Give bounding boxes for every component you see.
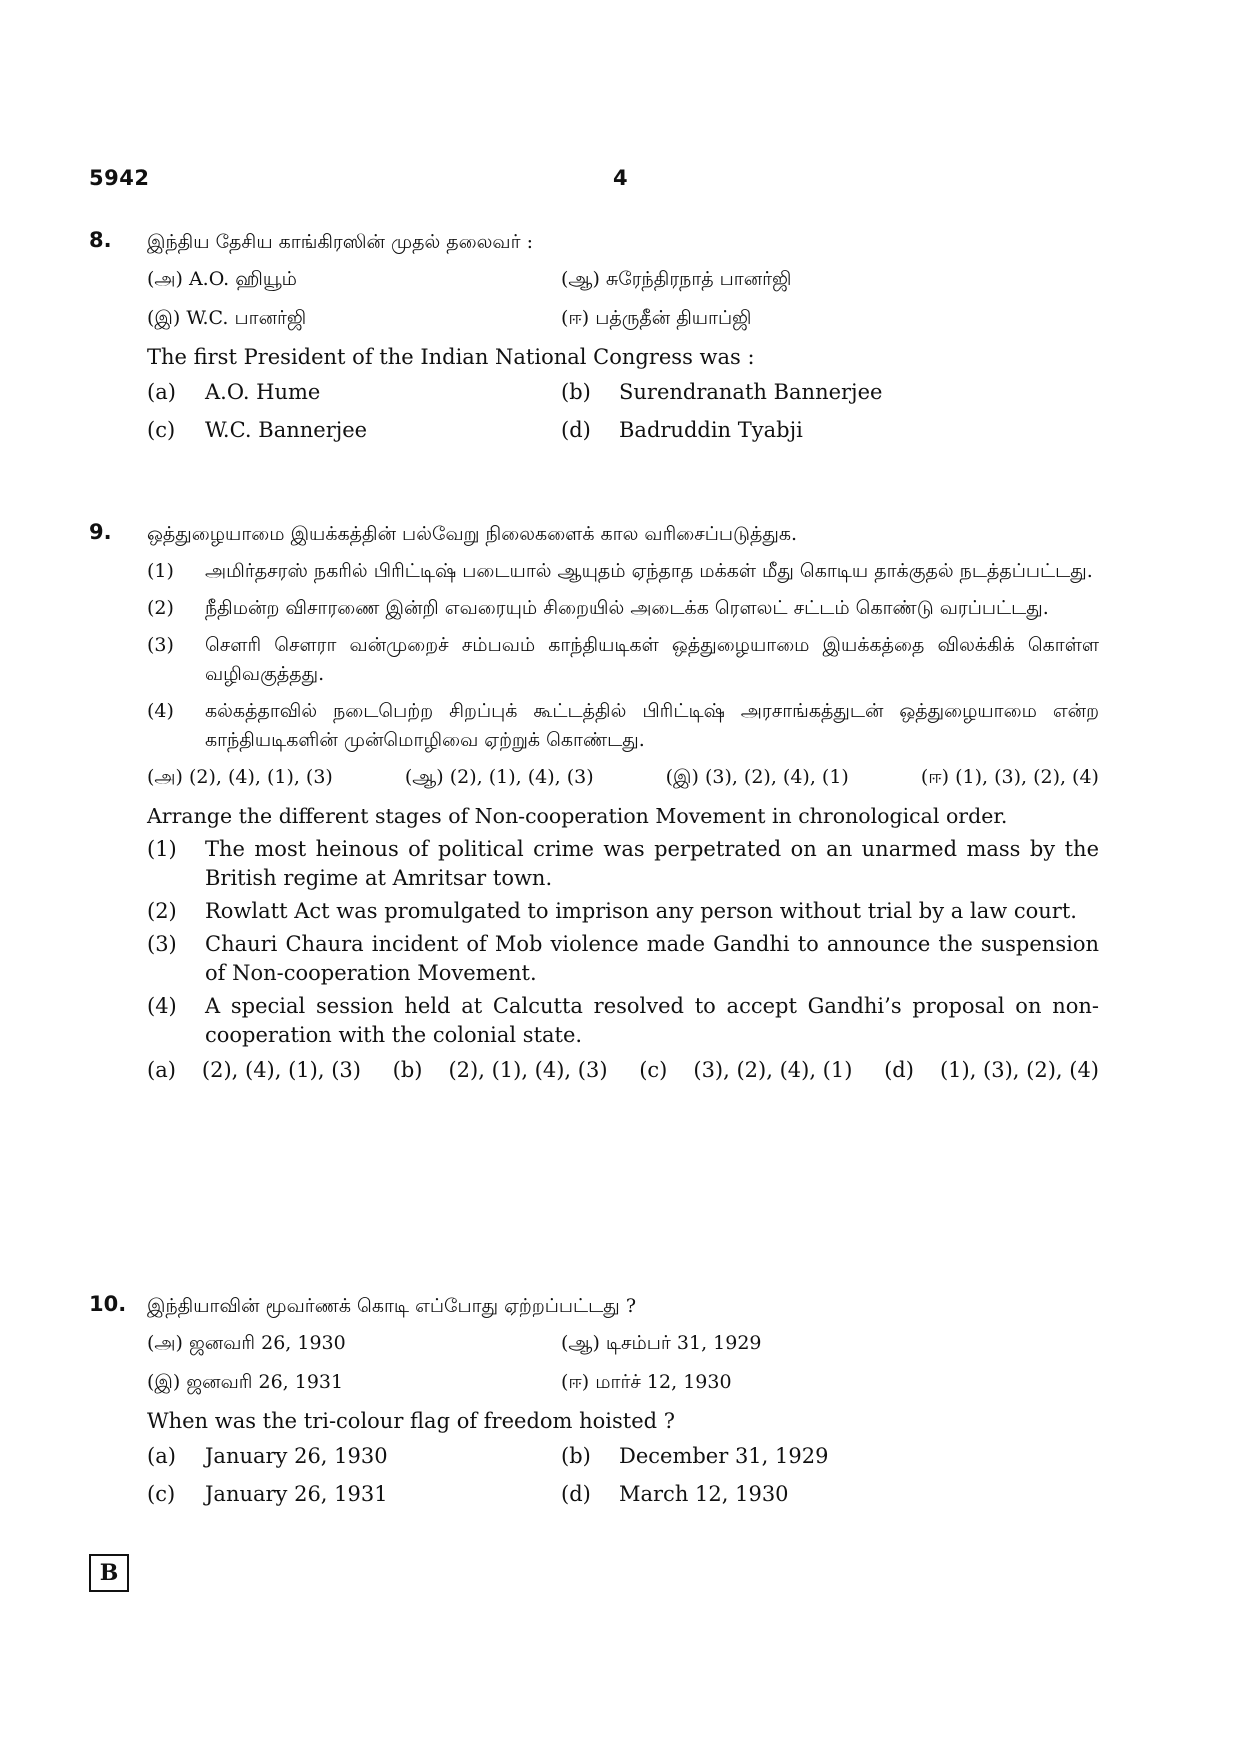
option-label: (அ) [147,268,183,290]
option-d [561,1480,961,1509]
statement-2-english [147,897,1099,926]
options-english [147,1442,1099,1509]
statement-2-tamil [147,594,1099,623]
question-text-english: The first President of the Indian National Congress was : [147,345,755,369]
option-text: மார்ச் 12, 1930 [595,1371,732,1393]
question-number: 10. [89,1292,127,1316]
options-tamil [147,1329,1099,1397]
statement-4-english [147,992,1099,1050]
option-text: Surendranath Bannerjee [619,380,883,404]
option-label: (b) [561,380,591,404]
question-text-tamil: ஒத்துழையாமை இயக்கத்தின் பல்வேறு நிலைகளைக் கால வரிசைப்படுத்துக. [147,523,798,545]
question-number: 9. [89,520,112,544]
statement-text: நீதிமன்ற விசாரணை இன்றி எவரையும் சிறையில் அடைக்க ரௌலட் சட்டம் கொண்டு வரப்பட்டது. [205,597,1049,619]
answer-choices-tamil [147,763,1099,792]
option-2 [561,265,961,294]
answer-choice [405,763,594,792]
answer-text: (2), (1), (4), (3) [448,1058,608,1082]
answer-text: (2), (1), (4), (3) [449,766,594,788]
booklet-series-box: B [89,1554,129,1592]
option-label: (ஆ) [561,1332,600,1354]
answer-choice [147,763,333,792]
statement-text: அமிர்தசரஸ் நகரில் பிரிட்டிஷ் படையால் ஆயுதம் ஏந்தாத மக்கள் மீது கொடிய தாக்குதல் நடத்தப்பட்டது. [205,560,1093,582]
option-3 [147,304,561,333]
question-number: 8. [89,228,112,252]
option-text: டிசம்பர் 31, 1929 [605,1332,762,1354]
options-tamil [147,265,1099,333]
option-label: (d) [561,1482,591,1506]
answer-label: (ஆ) [404,766,444,788]
option-text: W.C. Bannerjee [205,418,368,442]
question-text-english: Arrange the different stages of Non-cooperation Movement in chronological order. [147,804,1008,828]
option-3 [147,1368,561,1397]
statement-text: கல்கத்தாவில் நடைபெற்ற சிறப்புக் கூட்டத்தில் பிரிட்டிஷ் அரசாங்கத்துடன் ஒத்துழையாமை என்ற காந்தியடிகளின் முன்மொழிவை ஏற்றுக் கொண்டது. [205,700,1099,751]
option-b [561,1442,961,1471]
option-a [147,1442,561,1471]
question-9 [89,520,1099,1085]
question-10 [89,1292,1099,1509]
option-1 [147,265,561,294]
option-label: (ஈ) [561,1371,590,1393]
question-text-english: When was the tri-colour flag of freedom hoisted ? [147,1409,676,1433]
option-a [147,378,561,407]
options-english [147,378,1099,445]
answer-choice [147,1056,361,1085]
statement-number: (3) [147,634,174,656]
statement-3-tamil [147,631,1099,689]
statement-text: Chauri Chaura incident of Mob violence made Gandhi to announce the suspension of Non-cooperation Movement. [205,932,1099,985]
option-text: Badruddin Tyabji [619,418,803,442]
option-label: (ஆ) [561,268,600,290]
answer-label: (a) [147,1058,176,1082]
option-text: December 31, 1929 [619,1444,829,1468]
option-text: March 12, 1930 [619,1482,789,1506]
option-label: (a) [147,1444,176,1468]
answer-label: (அ) [147,766,183,788]
answer-text: (2), (4), (1), (3) [201,1058,361,1082]
answer-label: (b) [392,1058,423,1082]
answer-label: (ஈ) [920,766,950,788]
answer-choice [921,763,1099,792]
question-text-tamil: இந்திய தேசிய காங்கிரஸின் முதல் தலைவர் : [147,231,533,253]
option-4 [561,304,961,333]
statement-number: (2) [147,899,177,923]
option-text: A.O. ஹியூம் [188,268,297,290]
option-label: (a) [147,380,176,404]
answer-text: (2), (4), (1), (3) [188,766,333,788]
option-label: (d) [561,418,591,442]
statement-1-tamil [147,557,1099,586]
option-text: ஜனவரி 26, 1931 [186,1371,344,1393]
option-c [147,1480,561,1509]
option-4 [561,1368,961,1397]
option-label: (இ) [147,307,181,329]
answer-label: (c) [639,1058,668,1082]
option-label: (அ) [147,1332,183,1354]
statement-number: (3) [147,932,177,956]
statement-3-english [147,930,1099,988]
statement-number: (1) [147,560,174,582]
option-label: (c) [147,1482,176,1506]
answer-label: (இ) [665,766,699,788]
option-2 [561,1329,961,1358]
answer-text: (3), (2), (4), (1) [693,1058,853,1082]
statement-text: Rowlatt Act was promulgated to imprison any person without trial by a law court. [205,899,1077,923]
option-label: (ஈ) [561,307,590,329]
statement-text: A special session held at Calcutta resolved to accept Gandhi’s proposal on non-cooperation with the colonial state. [205,994,1099,1047]
answer-text: (1), (3), (2), (4) [955,766,1099,788]
statement-1-english [147,835,1099,893]
option-c [147,416,561,445]
statement-text: சௌரி சௌரா வன்முறைச் சம்பவம் காந்தியடிகள் ஒத்துழையாமை இயக்கத்தை விலக்கிக் கொள்ள வழிவகுத்தது. [205,634,1099,685]
option-d [561,416,961,445]
answer-label: (d) [884,1058,914,1082]
answer-choice [666,763,849,792]
page-number: 4 [613,166,629,190]
statement-number: (4) [147,700,174,722]
answer-choices-english [147,1056,1099,1085]
answer-choice [639,1056,852,1085]
option-label: (b) [561,1444,591,1468]
paper-code: 5942 [89,166,150,190]
statement-4-tamil [147,697,1099,755]
option-text: ஜனவரி 26, 1930 [188,1332,346,1354]
option-1 [147,1329,561,1358]
statement-number: (2) [147,597,174,619]
option-text: A.O. Hume [205,380,321,404]
option-label: (c) [147,418,176,442]
question-text-tamil: இந்தியாவின் மூவர்ணக் கொடி எப்போது ஏற்றப்பட்டது ? [147,1295,636,1317]
statement-number: (4) [147,994,177,1018]
statement-text: The most heinous of political crime was perpetrated on an unarmed mass by the British regime at Amritsar town. [205,837,1099,890]
option-text: சுரேந்திரநாத் பானர்ஜி [605,268,792,290]
option-b [561,378,961,407]
option-text: January 26, 1931 [205,1482,388,1506]
option-text: W.C. பானர்ஜி [186,307,307,329]
option-text: January 26, 1930 [205,1444,388,1468]
option-text: பத்ருதீன் தியாப்ஜி [595,307,752,329]
answer-text: (1), (3), (2), (4) [939,1058,1099,1082]
answer-choice [393,1056,608,1085]
answer-text: (3), (2), (4), (1) [704,766,849,788]
question-8 [89,228,1099,445]
statement-number: (1) [147,837,177,861]
option-label: (இ) [147,1371,181,1393]
answer-choice [884,1056,1099,1085]
